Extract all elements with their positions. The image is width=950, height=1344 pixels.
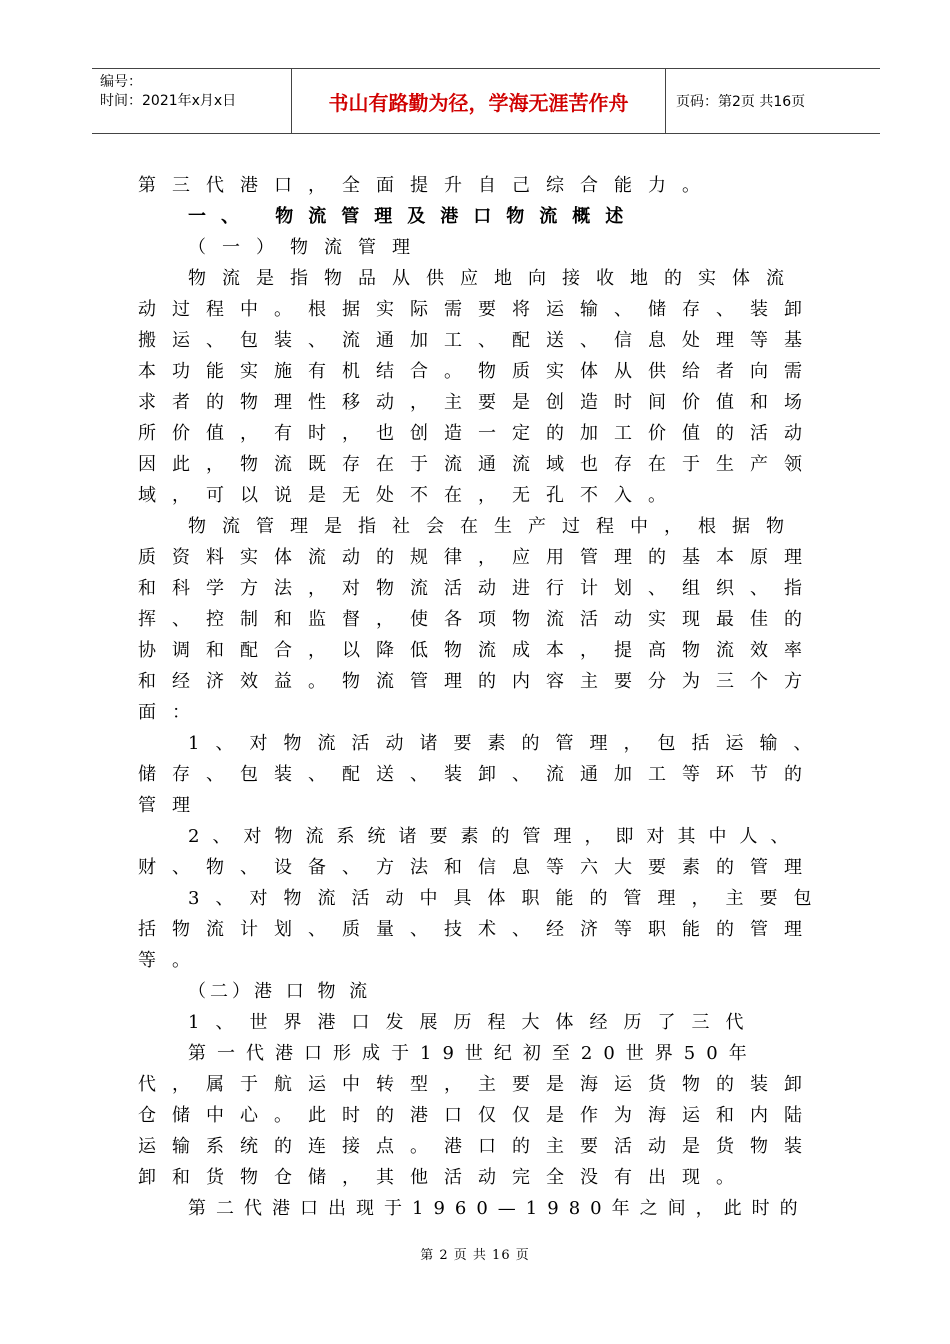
paragraph-first-line: 第二代港口出现于1960—1980年之间，此时的: [188, 1198, 808, 1219]
document-time-label: 时间：2021年x月x日: [100, 93, 237, 109]
body-line: 第三代港口，全面提升自己综合能力。: [138, 175, 716, 196]
document-body: [138, 170, 828, 1224]
list-item-first-line: 3、对物流活动中具体职能的管理，主要包: [188, 888, 828, 909]
body-line: 求者的物理性移动，主要是创造时间价值和场: [138, 392, 818, 413]
body-line: 域，可以说是无处不在，无孔不入。: [138, 485, 682, 506]
body-line: 因此，物流既存在于流通流域也存在于生产领: [138, 454, 818, 475]
list-item-first-line: 1、对物流活动诸要素的管理，包括运输、: [188, 733, 828, 754]
section-heading: 一、 物流管理及港口物流概述: [188, 206, 639, 227]
body-line: 和经济效益。物流管理的内容主要分为三个方: [138, 671, 818, 692]
body-line: 本功能实施有机结合。物质实体从供给者向需: [138, 361, 818, 382]
body-line: 储存、包装、配送、装卸、流通加工等环节的: [138, 764, 818, 785]
body-line: 卸和货物仓储，其他活动完全没有出现。: [138, 1167, 750, 1188]
body-line: 所价值，有时，也创造一定的加工价值的活动: [138, 423, 818, 444]
body-line: 协调和配合，以降低物流成本，提高物流效率: [138, 640, 818, 661]
page-footer: 第 2 页 共 16 页: [420, 1248, 530, 1263]
body-line: 括物流计划、质量、技术、经济等职能的管理: [138, 919, 818, 940]
body-line: 面：: [138, 702, 206, 723]
body-line: 财、物、设备、方法和信息等六大要素的管理: [138, 857, 818, 878]
body-line: 管理: [138, 795, 206, 816]
subsection-heading: （一）物流管理: [188, 237, 426, 258]
paragraph-first-line: 物流是指物品从供应地向接收地的实体流: [188, 268, 800, 289]
body-line: 质资料实体流动的规律，应用管理的基本原理: [138, 547, 818, 568]
numbered-heading: 1、世界港口发展历程大体经历了三代: [188, 1012, 760, 1033]
paragraph-first-line: 第一代港口形成于19世纪初至20世界50年: [188, 1043, 758, 1064]
body-line: 代，属于航运中转型，主要是海运货物的装卸: [138, 1074, 818, 1095]
body-line: 动过程中。根据实际需要将运输、储存、装卸: [138, 299, 818, 320]
body-line: 运输系统的连接点。港口的主要活动是货物装: [138, 1136, 818, 1157]
list-item-first-line: 2、对物流系统诸要素的管理，即对其中人、: [188, 826, 802, 847]
paragraph-first-line: 物流管理是指社会在生产过程中，根据物: [188, 516, 800, 537]
body-line: 和科学方法，对物流活动进行计划、组织、指: [138, 578, 818, 599]
header-page-number: 页码：第2页 共16页: [676, 94, 806, 110]
body-line: 仓储中心。此时的港口仅仅是作为海运和内陆: [138, 1105, 818, 1126]
document-number-label: 编号：: [100, 74, 142, 90]
body-line: 等。: [138, 950, 206, 971]
header-motto: 书山有路勤为径，学海无涯苦作舟: [292, 69, 666, 133]
page-header: [92, 68, 880, 134]
header-meta: [92, 69, 292, 133]
subsection-heading: （二）港 口 物 流: [188, 981, 372, 1002]
body-line: 搬运、包装、流通加工、配送、信息处理等基: [138, 330, 818, 351]
body-line: 挥、控制和监督，使各项物流活动实现最佳的: [138, 609, 818, 630]
